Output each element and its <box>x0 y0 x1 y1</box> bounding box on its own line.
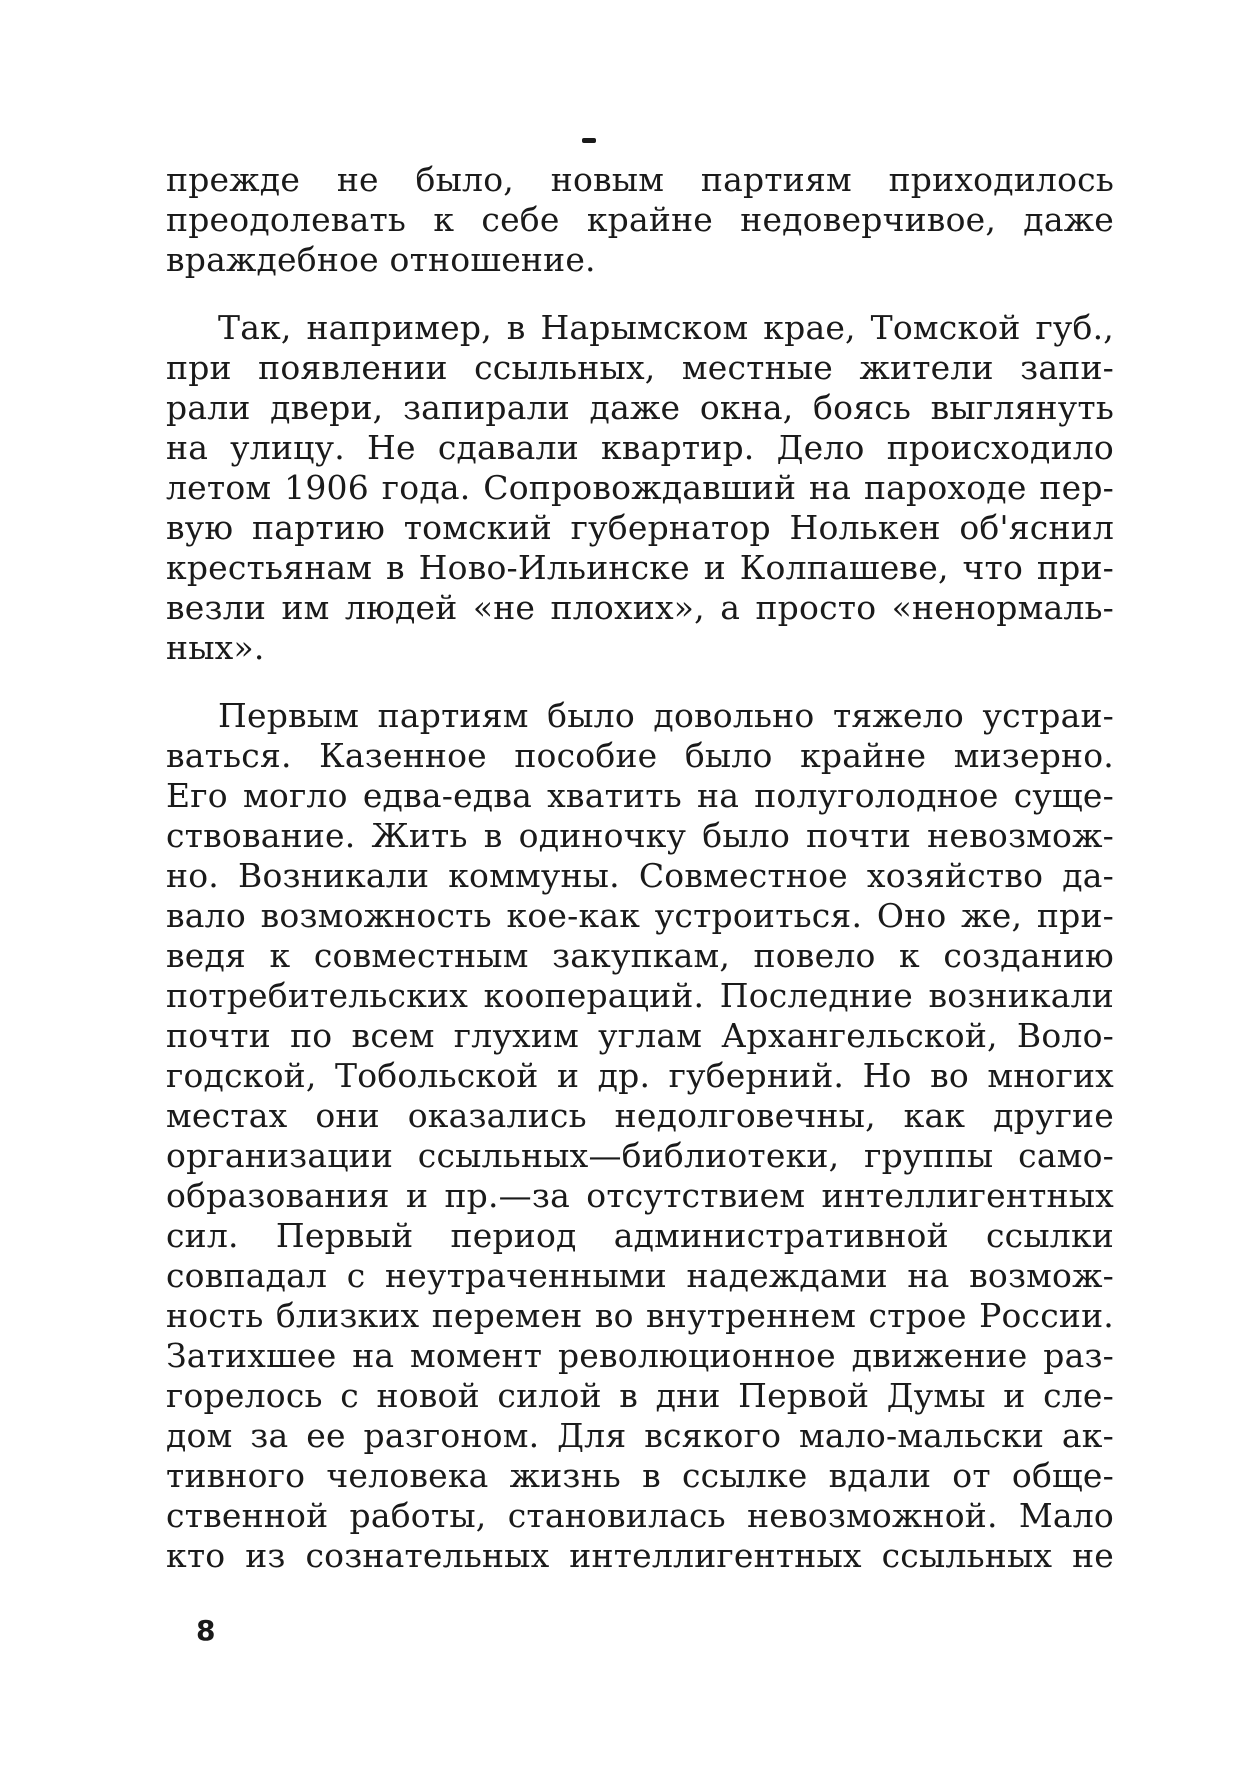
text-line: на улицу. Не сдавали квартир. Дело происходило <box>166 428 1114 467</box>
text-line: сил. Первый период административной ссылки <box>166 1216 1114 1255</box>
text-line: преодолевать к себе крайне недоверчивое, даже <box>166 200 1114 239</box>
page-number: 8 <box>196 1614 216 1647</box>
top-dash-mark <box>582 138 596 143</box>
paragraph-1 <box>166 160 1114 280</box>
text-line: при появлении ссыльных, местные жители запи- <box>166 348 1114 387</box>
text-line: горелось с новой силой в дни Первой Думы и сле- <box>166 1376 1114 1415</box>
text-line: ствование. Жить в одиночку было почти невозмож- <box>166 816 1114 855</box>
text-line: ведя к совместным закупкам, повело к созданию <box>166 936 1114 975</box>
text-line: образования и пр.—за отсутствием интеллигентных <box>166 1176 1114 1215</box>
text-line: ность близких перемен во внутреннем строе России. <box>166 1296 1114 1335</box>
text-line: потребительских коопераций. Последние возникали <box>166 976 1114 1015</box>
text-line: совпадал с неутраченными надеждами на возмож- <box>166 1256 1114 1295</box>
text-line: летом 1906 года. Сопровождавший на пароходе пер- <box>166 468 1114 507</box>
paragraph-3 <box>166 696 1114 1576</box>
text-line: Первым партиям было довольно тяжело устраи- <box>218 696 1114 735</box>
text-line: дом за ее разгоном. Для всякого мало-мальски ак- <box>166 1416 1114 1455</box>
text-line: вую партию томский губернатор Нолькен об'яснил <box>166 508 1114 547</box>
text-line: везли им людей «не плохих», а просто «ненормаль- <box>166 588 1114 627</box>
text-line: тивного человека жизнь в ссылке вдали от обще- <box>166 1456 1114 1495</box>
text-line: прежде не было, новым партиям приходилось <box>166 160 1114 199</box>
text-line: ных». <box>166 628 265 667</box>
text-line: ственной работы, становилась невозможной. Мало <box>166 1496 1114 1535</box>
text-line: враждебное отношение. <box>166 240 596 279</box>
text-line: рали двери, запирали даже окна, боясь выглянуть <box>166 388 1114 427</box>
text-line: вало возможность кое-как устроиться. Оно же, при- <box>166 896 1114 935</box>
text-line: Его могло едва-едва хватить на полуголодное суще- <box>166 776 1114 815</box>
body-text <box>166 160 1114 1576</box>
text-line: ваться. Казенное пособие было крайне мизерно. <box>166 736 1114 775</box>
text-line: почти по всем глухим углам Архангельской, Воло- <box>166 1016 1114 1055</box>
text-line: но. Возникали коммуны. Совместное хозяйство да- <box>166 856 1114 895</box>
paragraph-2 <box>166 308 1114 668</box>
text-line: организации ссыльных—библиотеки, группы само- <box>166 1136 1114 1175</box>
text-line: крестьянам в Ново-Ильинске и Колпашеве, что при- <box>166 548 1114 587</box>
text-line: кто из сознательных интеллигентных ссыльных не <box>166 1536 1114 1575</box>
text-line: годской, Тобольской и др. губерний. Но во многих <box>166 1056 1114 1095</box>
text-line: Так, например, в Нарымском крае, Томской губ., <box>218 308 1114 347</box>
text-line: Затихшее на момент революционное движение раз- <box>166 1336 1114 1375</box>
text-line: местах они оказались недолговечны, как другие <box>166 1096 1114 1135</box>
